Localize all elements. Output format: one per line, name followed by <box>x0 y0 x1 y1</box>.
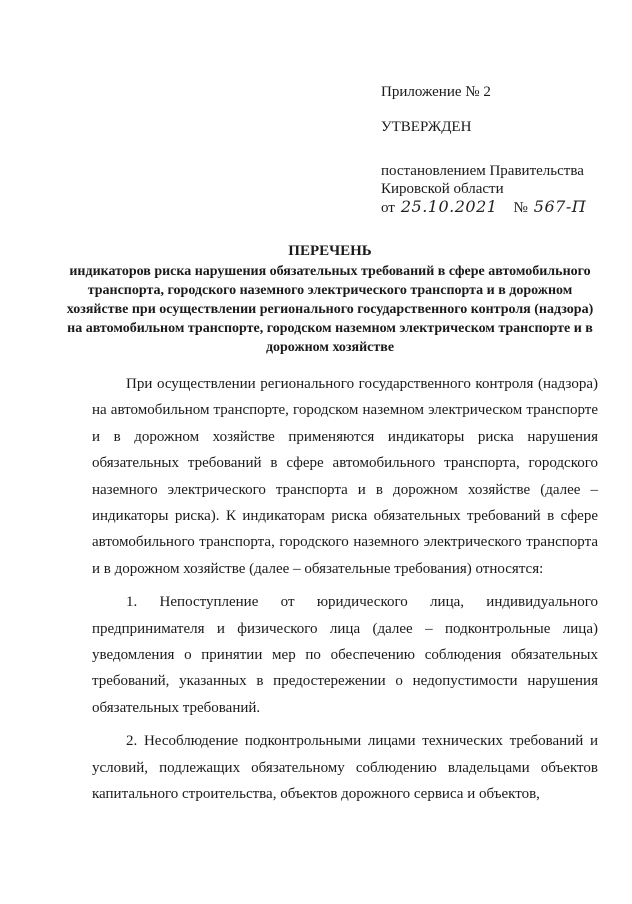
decree-date-line <box>381 198 621 217</box>
approval-stamp-block <box>381 83 621 217</box>
number-prefix: № <box>513 200 528 216</box>
decree-line-2: Кировской области <box>381 181 504 197</box>
handwritten-date: 25.10.2021 <box>400 197 498 216</box>
document-subtitle: индикаторов риска нарушения обязательных требований в сфере автомобильного транспорта, городского наземного электрического транспорта и в дорожном хозяйстве при осуществлении регионального государственного контроля (надзора) на автомобильном транспорте, городском наземном электрическом транспорте и в дорожном хозяйстве <box>66 264 594 355</box>
document-body <box>92 371 598 808</box>
document-heading: ПЕРЕЧЕНЬ <box>288 243 372 259</box>
decree-line-1: постановлением Правительства <box>381 163 584 179</box>
document-title-block <box>60 242 600 357</box>
decree-reference <box>381 162 621 217</box>
annex-number: Приложение № 2 <box>381 84 491 100</box>
approved-label: УТВЕРЖДЕН <box>381 119 472 135</box>
list-item-1: 1. Непоступление от юридического лица, индивидуального предпринимателя и физического лица (далее – подконтрольные лица) уведомления о принятии мер по обеспечению соблюдения обязательных требований, указанных в предостережении о недопустимости нарушения обязательных требований. <box>92 594 598 716</box>
intro-paragraph: При осуществлении регионального государственного контроля (надзора) на автомобильном транспорте, городском наземном электрическом транспорте и в дорожном хозяйстве применяются индикаторы риска нарушения обязательных требований в сфере автомобильного транспорта, городского наземного электрического транспорта и в дорожном хозяйстве (далее – индикаторы риска). К индикаторам риска обязательных требований в сфере автомобильного транспорта, городского наземного электрического транспорта и в дорожном хозяйстве (далее – обязательные требования) относятся: <box>92 376 598 577</box>
list-item-2: 2. Несоблюдение подконтрольными лицами технических требований и условий, подлежащих обязательному соблюдению владельцами объектов капитального строительства, объектов дорожного сервиса и объектов, <box>92 733 598 803</box>
date-prefix: от <box>381 200 395 216</box>
handwritten-number: 567-П <box>533 197 587 216</box>
